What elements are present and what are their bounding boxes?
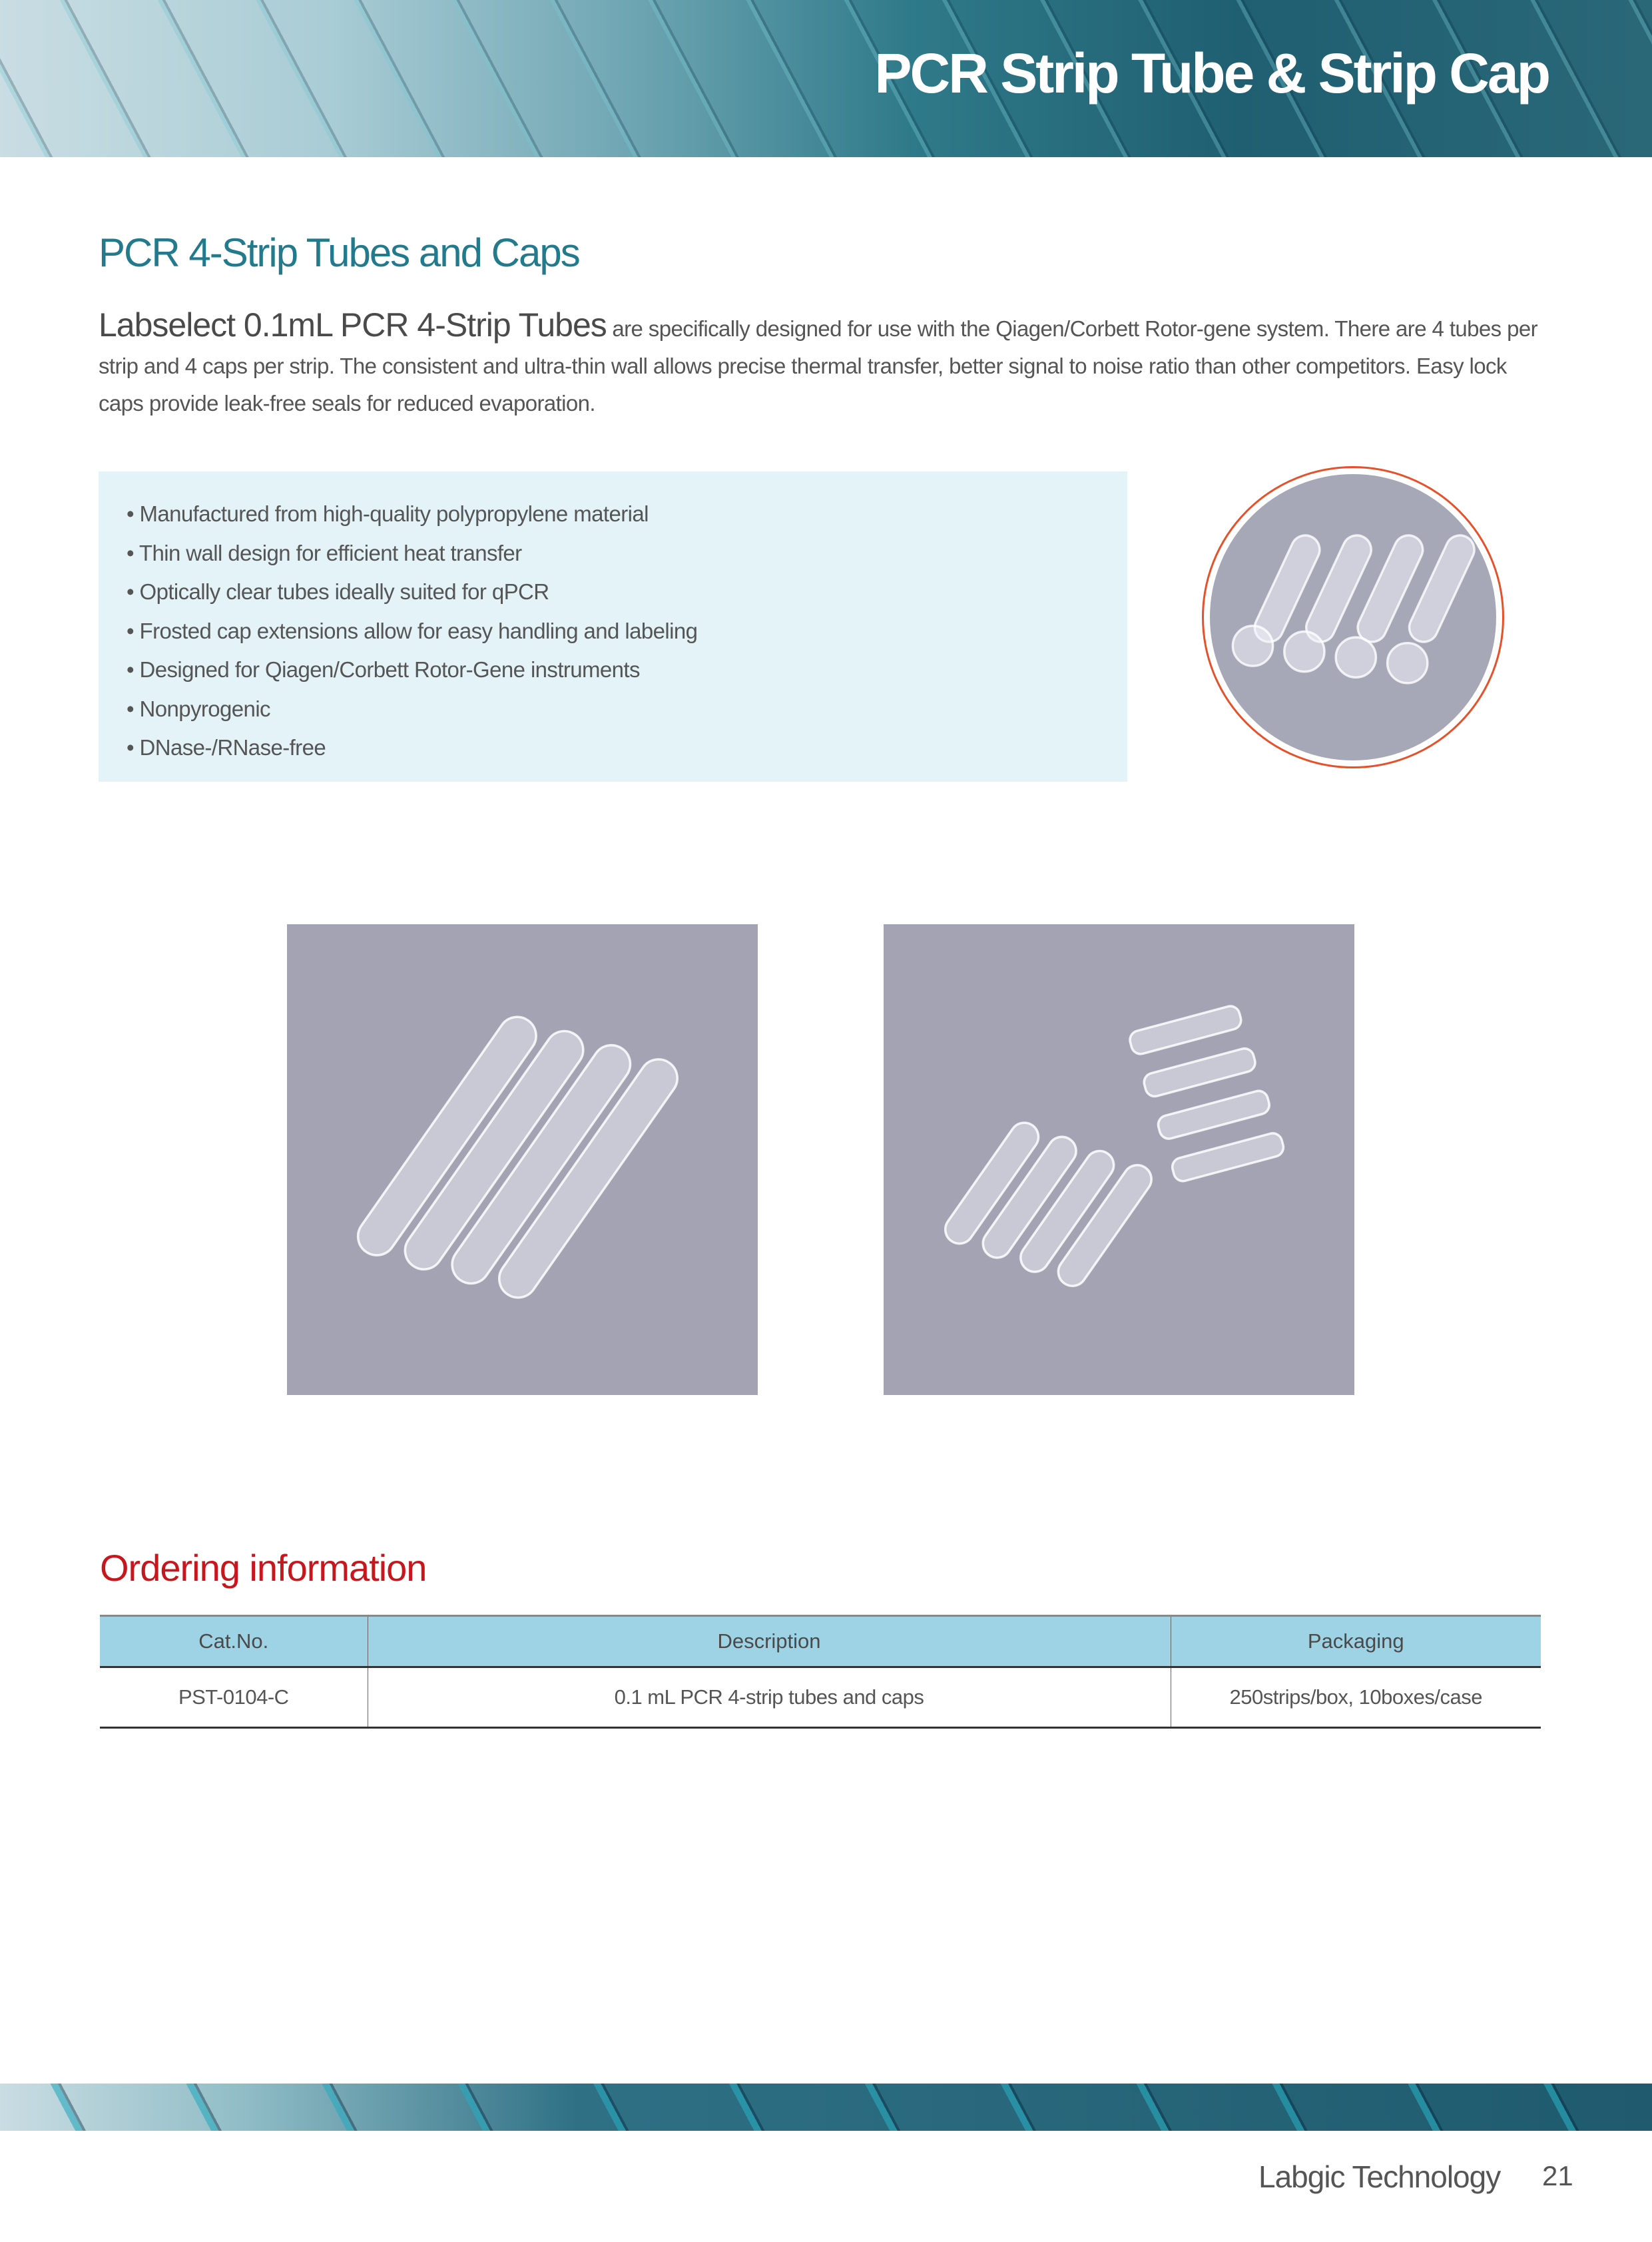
strip-tube-top-icon: [1210, 474, 1496, 760]
page-header-title: PCR Strip Tube & Strip Cap: [874, 42, 1549, 105]
section-title: PCR 4-Strip Tubes and Caps: [99, 230, 579, 275]
feature-item: • Nonpyrogenic: [127, 696, 270, 721]
footer-banner: [0, 2084, 1652, 2131]
column-header-description: Description: [368, 1616, 1171, 1667]
table-row: [100, 1667, 1541, 1728]
ordering-table: [100, 1615, 1541, 1729]
feature-item: • Frosted cap extensions allow for easy handling and labeling: [127, 618, 698, 643]
feature-box: [99, 471, 1127, 782]
page-number: 21: [1542, 2160, 1573, 2191]
header-banner: [0, 0, 1652, 157]
intro-text: are specifically designed for use with the Qiagen/Corbett Rotor-gene system. There are 4 tubes per strip and 4 caps per strip. The consistent and ultra-thin wall allows precise thermal transfer, better signal to noise ratio than other competitors. Easy lock caps provide leak-free seals for reduced evaporation.: [99, 316, 1538, 416]
column-header-packaging: Packaging: [1171, 1616, 1541, 1667]
column-header-cat-no: Cat.No.: [100, 1616, 368, 1667]
product-circle-image: [1202, 466, 1504, 768]
product-photo-tubes-and-caps-separate: [884, 924, 1354, 1395]
ordering-title: Ordering information: [100, 1547, 427, 1589]
feature-item: • Manufactured from high-quality polypropylene material: [127, 501, 649, 526]
feature-list: [127, 495, 697, 768]
cell-description: 0.1 mL PCR 4-strip tubes and caps: [368, 1667, 1171, 1728]
footer-brand: Labgic Technology: [1258, 2159, 1501, 2194]
cell-packaging: 250strips/box, 10boxes/case: [1171, 1667, 1541, 1728]
product-name: Labselect 0.1mL PCR 4-Strip Tubes: [99, 306, 607, 344]
tubes-and-caps-icon: [884, 924, 1354, 1395]
feature-item: • Thin wall design for efficient heat transfer: [127, 540, 522, 565]
cell-cat-no: PST-0104-C: [100, 1667, 368, 1728]
product-photo-tubes-with-caps: [287, 924, 758, 1395]
strip-tubes-icon: [287, 924, 758, 1395]
intro-paragraph: [99, 306, 1550, 422]
feature-item: • Optically clear tubes ideally suited for qPCR: [127, 579, 549, 604]
table-header-row: [100, 1616, 1541, 1667]
feature-item: • Designed for Qiagen/Corbett Rotor-Gene instruments: [127, 657, 640, 682]
feature-item: • DNase-/RNase-free: [127, 735, 326, 760]
